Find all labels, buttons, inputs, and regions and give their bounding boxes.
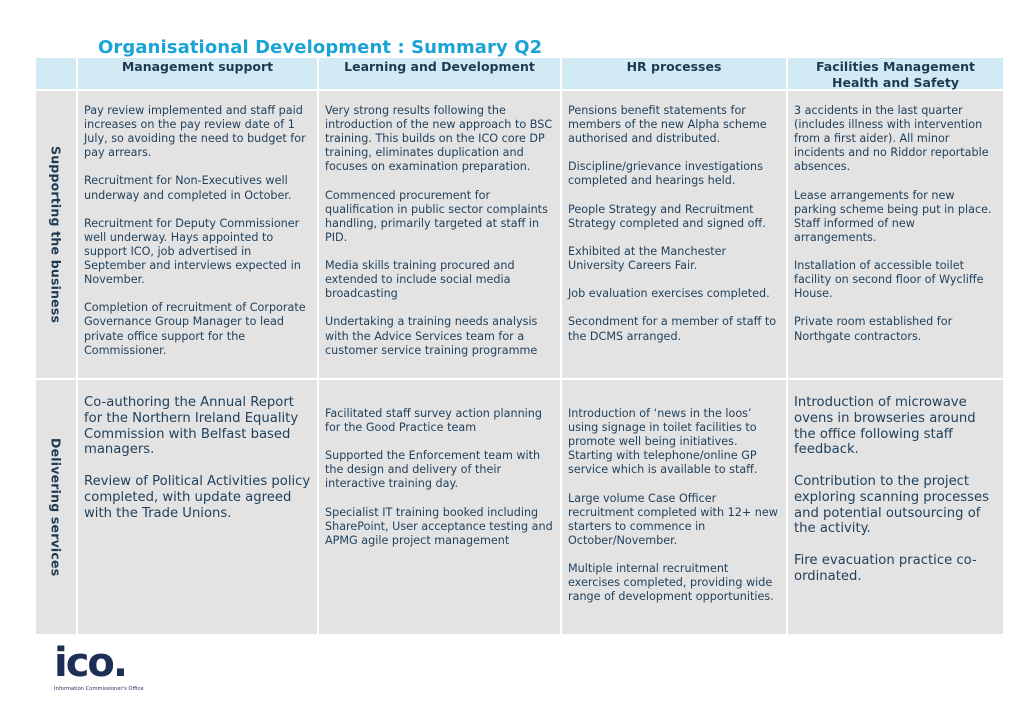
ico-logo-subtitle: Information Commissioner's Office [54,686,144,692]
list-item: Introduction of ‘news in the loos’ using signage in toilet facilities to promote well being initiatives. Starting with telephone/online GP service which is available to staff. [568,407,758,477]
header-hr-processes: HR processes [562,58,786,89]
list-item: Undertaking a training needs analysis with the Advice Services team for a customer service training programme [325,315,538,357]
list-item: Commenced procurement for qualification in public sector complaints handling, primarily targeted at staff in PID. [325,188,548,244]
cell-supporting-learning [319,91,560,378]
cell-supporting-hr [562,91,786,378]
cell-delivering-learning [319,380,560,634]
list-item: Contribution to the project exploring scanning processes and potential outsourcing of the activity. [794,473,989,537]
header-management-support: Management support [78,58,317,89]
list-item: Introduction of microwave ovens in browseries around the office following staff feedback. [794,395,976,458]
list-item: Discipline/grievance investigations completed and hearings held. [568,160,763,188]
list-item: Job evaluation exercises completed. [568,287,770,301]
ico-logo-mark: ico. [54,640,127,686]
page-title: Organisational Development : Summary Q2 [98,37,543,58]
cell-delivering-facilities [788,380,1003,634]
cell-supporting-facilities [788,91,1003,378]
list-item: Exhibited at the Manchester University Careers Fair. [568,244,727,273]
list-item: Review of Political Activities policy completed, with update agreed with the Trade Unions. [84,473,311,521]
list-item: Pensions benefit statements for members of the new Alpha scheme authorised and distributed. [568,104,767,146]
header-corner-cell [36,58,76,89]
list-item: Recruitment for Deputy Commissioner well underway. Hays appointed to support ICO, job advertised in September and interviews expected in November. [84,216,301,287]
list-item: Secondment for a member of staff to the DCMS arranged. [568,315,777,343]
list-item: Facilitated staff survey action planning for the Good Practice team [325,407,542,435]
list-item: Private room established for Northgate contractors. [794,315,953,343]
list-item: Lease arrangements for new parking scheme being put in place. Staff informed of new arrangements. [794,188,992,244]
list-item: Specialist IT training booked including SharePoint, User acceptance testing and APMG agile project management [325,505,553,547]
list-item: Very strong results following the introduction of the new approach to BSC training. This builds on the ICO core DP training, eliminates duplication and focuses on examination preparation. [325,104,553,174]
list-item: Pay review implemented and staff paid increases on the pay review date of 1 July, so avoiding the need to budget for pay arrears. [84,104,306,160]
list-item: People Strategy and Recruitment Strategy completed and signed off. [568,202,766,230]
cell-delivering-management [78,380,317,634]
header-facilities: Facilities Management Health and Safety [788,58,1003,89]
summary-table [36,58,1003,634]
list-item: Completion of recruitment of Corporate Governance Group Manager to lead private office support for the Commissioner. [84,301,306,357]
cell-supporting-management [78,91,317,378]
list-item: Recruitment for Non-Executives well underway and completed in October. [84,174,292,202]
list-item: Multiple internal recruitment exercises completed, providing wide range of development opportunities. [568,562,774,604]
header-learning-development: Learning and Development [319,58,560,89]
row-label-text: Supporting the business [48,145,64,324]
list-item: Media skills training procured and extended to include social media broadcasting [325,259,515,301]
list-item: Installation of accessible toilet facility on second floor of Wycliffe House. [794,259,984,301]
list-item: Co-authoring the Annual Report for the Northern Ireland Equality Commission with Belfast based managers. [84,395,299,458]
list-item: 3 accidents in the last quarter (includes illness with intervention from a first aider). All minor incidents and no Riddor reportable absences. [794,104,989,174]
row-label-delivering [36,380,76,634]
cell-delivering-hr [562,380,786,634]
list-item: Supported the Enforcement team with the design and delivery of their interactive training day. [325,449,541,491]
list-item: Fire evacuation practice co-ordinated. [794,552,977,584]
row-label-text: Delivering services [48,437,64,577]
list-item: Large volume Case Officer recruitment completed with 12+ new starters to commence in October/November. [568,491,778,547]
row-label-supporting [36,91,76,378]
ico-logo [54,642,144,692]
